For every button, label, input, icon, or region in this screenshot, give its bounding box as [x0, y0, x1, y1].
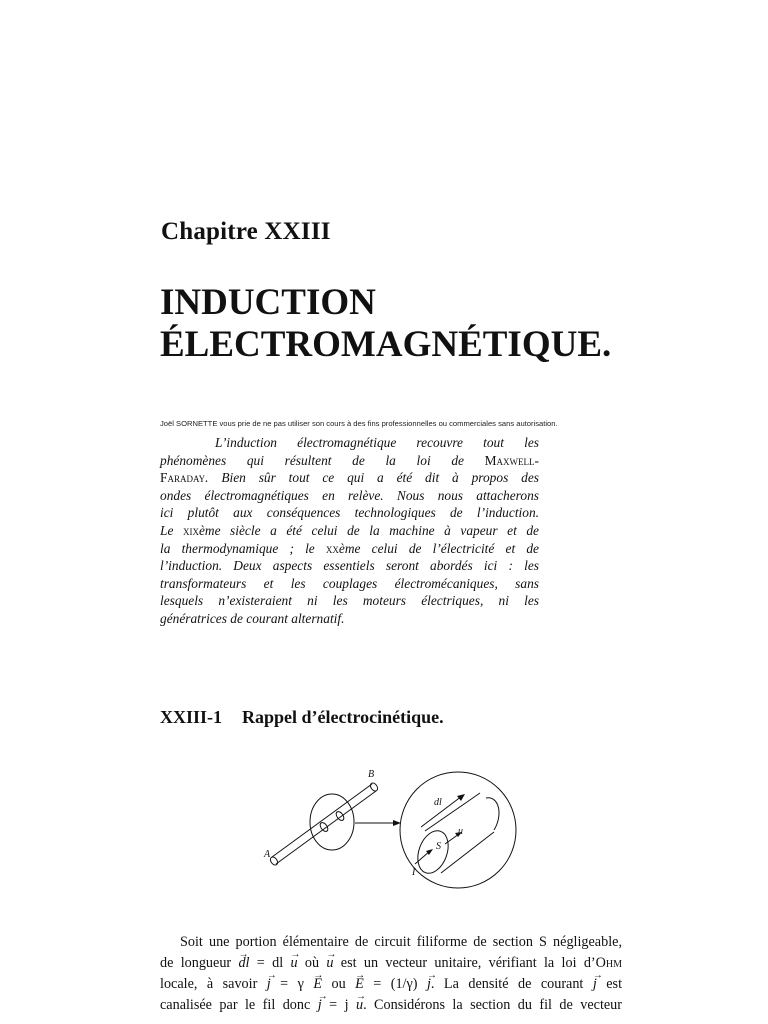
abstract-century: xix — [182, 522, 199, 538]
vector-dl: → dl — [238, 955, 249, 971]
abstract-name: Faraday — [160, 470, 206, 486]
body-text-run: est — [596, 976, 623, 992]
vector-u: → u — [326, 955, 333, 971]
vector-j: → j — [427, 976, 431, 992]
abstract-line-11: génératrices de courant alternatif. — [160, 610, 345, 626]
section-number: XXIII-1 — [160, 707, 223, 727]
body-text-run: . La densité de courant — [430, 976, 593, 992]
abstract-line-4: ondes électromagnétiques en relève. Nous nous attacherons — [160, 487, 539, 503]
label-dl: dl — [434, 797, 442, 808]
wire-section-left — [319, 821, 330, 833]
wire-top-edge — [272, 784, 372, 857]
chapter-title-line1: INDUCTION — [160, 282, 376, 323]
abstract-text: la thermodynamique ; le — [160, 540, 326, 556]
abstract-line-7 — [160, 540, 539, 558]
body-text-run: . Considérons la section du fil de vecteur — [363, 997, 622, 1013]
abstract-text: Le — [160, 522, 183, 538]
wire-bottom-edge — [276, 791, 376, 864]
abstract — [160, 434, 539, 628]
vector-j: → j — [318, 997, 322, 1013]
label-b: B — [368, 769, 375, 780]
body-line-2 — [160, 953, 622, 974]
abstract-word: les — [524, 435, 539, 450]
body-text-run: est un vecteur unitaire, vérifiant la loi d’ — [333, 955, 596, 971]
label-s: S — [436, 841, 441, 852]
abstract-name: Maxwell- — [484, 452, 539, 468]
body-text-run: = (1/γ) — [363, 976, 427, 992]
vector-u: → u — [290, 955, 297, 971]
abstract-line-8: l’induction. Deux aspects essentiels seront abordés ici : les — [160, 558, 539, 574]
abstract-line-2 — [160, 452, 539, 470]
abstract-line-5: ici plutôt aux conséquences technologiques de l’induction. — [160, 505, 539, 521]
cylinder-back-face — [486, 798, 499, 830]
vector-u: → u — [356, 997, 363, 1013]
label-i: I — [412, 867, 416, 878]
abstract-line-1 — [215, 434, 539, 452]
abstract-line-10: lesquels n’existeraient ni les moteurs électriques, ni les — [160, 593, 539, 609]
abstract-text: ème siècle a été celui de la machine à vapeur et de — [198, 522, 539, 538]
body-line-3 — [160, 974, 622, 995]
body-text-run: ou — [322, 976, 356, 992]
copyright-notice: Joël SORNETTE vous prie de ne pas utiliser son cours à des fins professionnelles ou commerciales sans autorisation. — [160, 419, 558, 428]
label-a: A — [264, 849, 271, 860]
abstract-line-6 — [160, 522, 539, 540]
wire-end-a — [269, 856, 279, 867]
label-u: u — [458, 826, 463, 837]
cylinder-bottom-edge — [441, 832, 494, 873]
body-text-run: canalisée par le fil donc — [160, 997, 318, 1013]
abstract-line-3 — [160, 469, 539, 487]
chapter-title — [160, 282, 611, 366]
name-ohm: Ohm — [595, 955, 622, 971]
body-text-run: où — [297, 955, 327, 971]
section-heading: Rappel d’électrocinétique. — [242, 707, 444, 727]
body-line-1: Soit une portion élémentaire de circuit filiforme de section S négligeable, — [180, 934, 622, 950]
wire-zoom-circle — [310, 794, 354, 850]
abstract-century: xx — [325, 540, 339, 556]
abstract-word: recouvre — [416, 435, 463, 450]
body-text — [160, 932, 622, 1016]
chapter-label: Chapitre XXIII — [161, 218, 331, 245]
body-line-4 — [160, 995, 622, 1016]
section-title — [160, 707, 444, 728]
vector-j: → j — [267, 976, 271, 992]
cylinder-front-face — [412, 827, 453, 878]
abstract-text: phénomènes qui résultent de la loi de — [160, 452, 464, 468]
abstract-word: L’induction — [215, 435, 277, 450]
abstract-word: tout — [483, 435, 504, 450]
abstract-word: électromagnétique — [297, 435, 397, 450]
vector-e: → E — [355, 976, 364, 992]
body-text-run: = γ — [270, 976, 314, 992]
wire-figure — [258, 760, 524, 890]
vector-e: → E — [313, 976, 322, 992]
body-text-run: de longueur — [160, 955, 239, 971]
body-text-run: = j — [321, 997, 356, 1013]
abstract-text: ème celui de l’électricité et de — [338, 540, 539, 556]
abstract-text: . Bien sûr tout ce qui a été dit à propos des — [205, 470, 539, 486]
abstract-line-9: transformateurs et les couplages électromécaniques, sans — [160, 575, 539, 591]
vector-j: → j — [593, 976, 597, 992]
body-text-run: locale, à savoir — [160, 976, 267, 992]
body-text-run: = dl — [249, 955, 291, 971]
wire-end-b — [369, 782, 379, 793]
chapter-title-line2: ÉLECTROMAGNÉTIQUE. — [160, 324, 612, 365]
dl-arrow-head — [457, 794, 465, 801]
